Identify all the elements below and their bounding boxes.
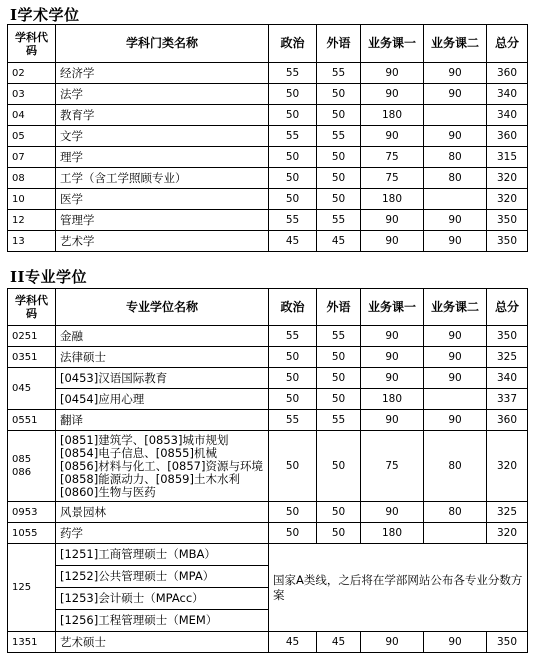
row-name-line: [0858]能源动力、[0859]土木水利 [60,471,240,486]
row-code: 03 [8,84,56,105]
header-politics: 政治 [269,25,317,63]
row-course2: 90 [424,210,487,231]
row-course2: 90 [424,126,487,147]
row-total: 320 [487,523,528,544]
row-course1: 90 [361,210,424,231]
row-name: 法学 [56,84,269,105]
row-total: 350 [487,231,528,252]
row-code: 0551 [8,410,56,431]
row-course1: 90 [361,347,424,368]
row-code: 045 [8,368,56,410]
row-total: 340 [487,84,528,105]
table-row [8,84,528,105]
row-code: 1055 [8,523,56,544]
row-course2: 90 [424,632,487,653]
row-politics: 55 [269,326,317,347]
row-name: 药学 [56,523,269,544]
row-total: 360 [487,63,528,84]
row-name-line: [0856]材料与化工、[0857]资源与环境 [60,458,263,473]
header-course2: 业务课二 [424,289,487,326]
row-code: 02 [8,63,56,84]
row-total: 337 [487,389,528,410]
row-total: 320 [487,189,528,210]
row-foreign: 45 [317,231,361,252]
row-total: 325 [487,502,528,523]
row-foreign: 55 [317,210,361,231]
table-row [8,147,528,168]
row-name: 工学（含工学照顾专业） [56,168,269,189]
row-course2: 90 [424,410,487,431]
row-foreign: 50 [317,147,361,168]
row-total: 350 [487,210,528,231]
row-course1: 90 [361,368,424,389]
row-name: 金融 [56,326,269,347]
header-code: 学科代码 [8,289,56,326]
table-row [8,189,528,210]
row-course1: 75 [361,147,424,168]
header-foreign: 外语 [317,289,361,326]
table-row [8,523,528,544]
row-name: 理学 [56,147,269,168]
table-row [8,326,528,347]
row-politics: 55 [269,63,317,84]
row-foreign: 55 [317,410,361,431]
row-course2 [424,105,487,126]
row-total: 340 [487,368,528,389]
header-name: 学科门类名称 [56,25,269,63]
academic-section-title: I学术学位 [10,6,80,24]
row-foreign: 45 [317,632,361,653]
row-name: 管理学 [56,210,269,231]
professional-section-title: II专业学位 [10,268,88,286]
row-course1: 90 [361,63,424,84]
row-code: 1351 [8,632,56,653]
row-politics: 55 [269,126,317,147]
row-code [8,431,56,502]
row-politics: 50 [269,347,317,368]
row-politics: 50 [269,389,317,410]
row-name: [0453]汉语国际教育 [56,368,269,389]
header-foreign: 外语 [317,25,361,63]
row-code: 05 [8,126,56,147]
row-code: 07 [8,147,56,168]
row-name: 艺术硕士 [56,632,269,653]
row-course2: 80 [424,502,487,523]
table-row [8,368,528,389]
row-course2: 90 [424,231,487,252]
row-politics: 55 [269,410,317,431]
row-name-line: [0854]电子信息、[0855]机械 [60,445,217,460]
row-politics: 50 [269,431,317,502]
table-row [8,105,528,126]
row-code: 04 [8,105,56,126]
row-code: 13 [8,231,56,252]
row-code: 0251 [8,326,56,347]
table-row [8,168,528,189]
row-code: 10 [8,189,56,210]
row-name: 医学 [56,189,269,210]
table-row [8,410,528,431]
professional-table [7,288,528,653]
header-name: 专业学位名称 [56,289,269,326]
row-course1: 90 [361,632,424,653]
row-total: 340 [487,105,528,126]
row-course1: 90 [361,410,424,431]
row-course1: 75 [361,431,424,502]
row-course2: 80 [424,147,487,168]
row-name [56,431,269,502]
row-course1: 180 [361,189,424,210]
row-course2 [424,389,487,410]
row-course1: 180 [361,105,424,126]
row-code: 125 [8,544,56,632]
row-total: 360 [487,126,528,147]
row-foreign: 50 [317,523,361,544]
header-course2: 业务课二 [424,25,487,63]
row-course2: 90 [424,63,487,84]
header-total: 总分 [487,25,528,63]
row-course2: 90 [424,326,487,347]
row-politics: 50 [269,189,317,210]
row-total: 315 [487,147,528,168]
row-course1: 180 [361,523,424,544]
header-total: 总分 [487,289,528,326]
row-foreign: 55 [317,326,361,347]
row-code-line: 086 [12,467,32,478]
row-code: 0953 [8,502,56,523]
table-row [8,502,528,523]
row-foreign: 50 [317,84,361,105]
row-total: 350 [487,326,528,347]
row-course1: 90 [361,126,424,147]
row-politics: 55 [269,210,317,231]
row-course2 [424,189,487,210]
row-name: 艺术学 [56,231,269,252]
row-course2: 80 [424,431,487,502]
row-name: 教育学 [56,105,269,126]
row-politics: 50 [269,523,317,544]
row-course1: 75 [361,168,424,189]
academic-header-row [8,25,528,63]
row-course2: 90 [424,347,487,368]
professional-header-row [8,289,528,326]
row-foreign: 55 [317,63,361,84]
cutoff-note: 国家A类线，之后将在学部网站公布各专业分数方案 [269,544,528,632]
row-total: 325 [487,347,528,368]
row-politics: 50 [269,147,317,168]
row-name-line: [0860]生物与医药 [60,484,156,499]
row-foreign: 50 [317,347,361,368]
row-course1: 90 [361,84,424,105]
row-course2: 90 [424,368,487,389]
row-foreign: 50 [317,189,361,210]
table-row [8,632,528,653]
row-foreign: 55 [317,126,361,147]
row-course1: 90 [361,231,424,252]
row-course2 [424,523,487,544]
row-name: 法律硕士 [56,347,269,368]
table-row [8,63,528,84]
table-row [8,210,528,231]
header-code: 学科代码 [8,25,56,63]
row-total: 320 [487,168,528,189]
header-course1: 业务课一 [361,289,424,326]
row-foreign: 50 [317,389,361,410]
row-foreign: 50 [317,431,361,502]
row-course1: 90 [361,326,424,347]
row-politics: 50 [269,84,317,105]
row-politics: 50 [269,368,317,389]
row-name: 文学 [56,126,269,147]
table-row [8,431,528,502]
row-foreign: 50 [317,368,361,389]
academic-table [7,24,528,252]
row-course1: 180 [361,389,424,410]
row-course2: 80 [424,168,487,189]
table-row [8,347,528,368]
row-total: 350 [487,632,528,653]
row-code: 12 [8,210,56,231]
row-course1: 90 [361,502,424,523]
row-code: 08 [8,168,56,189]
row-foreign: 50 [317,105,361,126]
row-course2: 90 [424,84,487,105]
row-foreign: 50 [317,168,361,189]
row-total: 360 [487,410,528,431]
row-name: [1253]会计硕士（MPAcc） [56,588,269,610]
row-name: [1252]公共管理硕士（MPA） [56,566,269,588]
row-total: 320 [487,431,528,502]
row-name: [1251]工商管理硕士（MBA） [56,544,269,566]
row-code-line: 085 [12,454,32,465]
row-name: [0454]应用心理 [56,389,269,410]
row-politics: 50 [269,105,317,126]
row-politics: 50 [269,168,317,189]
table-row [8,126,528,147]
row-politics: 45 [269,231,317,252]
header-politics: 政治 [269,289,317,326]
row-name: 风景园林 [56,502,269,523]
row-politics: 50 [269,502,317,523]
table-row [8,544,528,566]
row-name-line: [0851]建筑学、[0853]城市规划 [60,432,229,447]
table-row [8,389,528,410]
row-foreign: 50 [317,502,361,523]
row-politics: 45 [269,632,317,653]
row-name: 翻译 [56,410,269,431]
row-code: 0351 [8,347,56,368]
table-row [8,231,528,252]
header-course1: 业务课一 [361,25,424,63]
row-name: 经济学 [56,63,269,84]
row-name: [1256]工程管理硕士（MEM） [56,610,269,632]
